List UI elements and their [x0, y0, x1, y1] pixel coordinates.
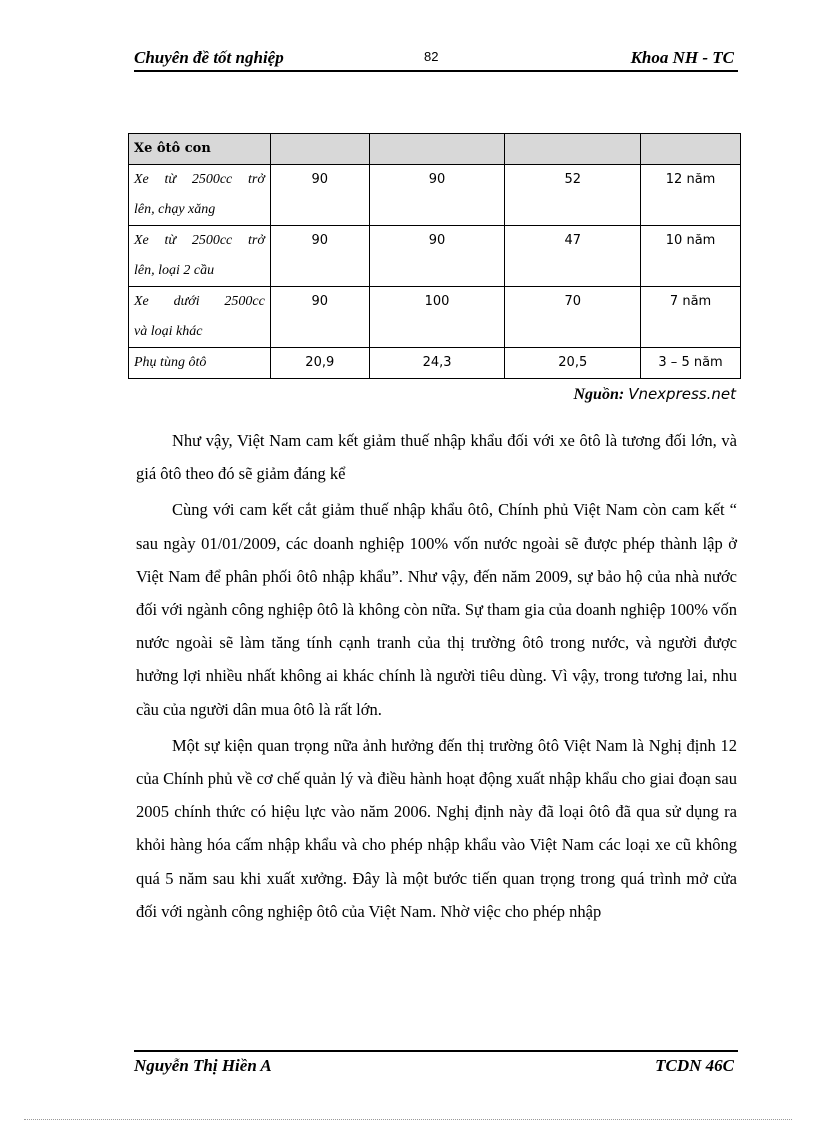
body-text [136, 424, 737, 931]
cell-value-2: 100 [369, 287, 505, 348]
cell-value-2: 24,3 [369, 348, 505, 379]
cell-value-3: 52 [505, 165, 641, 226]
row-name-word: Xe [134, 172, 149, 187]
table-row [129, 226, 741, 287]
cell-value-4: 12 năm [641, 165, 741, 226]
row-name-word: 2500cc [191, 172, 233, 187]
table-header-cell [270, 134, 369, 165]
table-header-cell [369, 134, 505, 165]
cell-value-4: 10 năm [641, 226, 741, 287]
row-name-word: Xe [134, 294, 149, 309]
table-header-row [129, 134, 741, 165]
row-name [129, 165, 271, 226]
cell-value-2: 90 [369, 226, 505, 287]
cell-value-4: 3 – 5 năm [641, 348, 741, 379]
row-name [129, 226, 271, 287]
cell-value-3: 70 [505, 287, 641, 348]
page-header [134, 48, 738, 72]
row-name-word: từ [164, 172, 177, 187]
row-name-line2: và loại khác [134, 324, 203, 339]
row-name-line2: lên, chạy xăng [134, 202, 216, 217]
page-footer [134, 1050, 738, 1080]
table-header-cell [641, 134, 741, 165]
row-name-word: dưới [173, 294, 200, 309]
source-label: Nguồn: [573, 386, 625, 403]
row-name-line2: lên, loại 2 cầu [134, 263, 215, 278]
cell-value-1: 90 [270, 287, 369, 348]
page-number: 82 [424, 49, 439, 64]
table-row [129, 348, 741, 379]
row-name-word: trở [248, 233, 265, 248]
tariff-table [128, 133, 741, 379]
header-department: Khoa NH - TC [630, 48, 734, 67]
cell-value-1: 90 [270, 165, 369, 226]
paragraph: Như vậy, Việt Nam cam kết giảm thuế nhập khẩu đối với xe ôtô là tương đối lớn, và giá ôtô theo đó sẽ giảm đáng kể [136, 431, 737, 484]
header-title: Chuyên đề tốt nghiệp [134, 48, 284, 67]
row-name-word: 2500cc [191, 233, 233, 248]
cell-value-3: 20,5 [505, 348, 641, 379]
table-row [129, 165, 741, 226]
page-bottom-divider [24, 1119, 792, 1120]
table-row [129, 287, 741, 348]
row-name-word: 2500cc [224, 294, 265, 309]
row-name-word: Xe [134, 233, 149, 248]
paragraph: Một sự kiện quan trọng nữa ảnh hưởng đến thị trường ôtô Việt Nam là Nghị định 12 của Chính phủ về cơ chế quản lý và điều hành hoạt động xuất nhập khẩu cho giai đoạn sau 2005 chính thức có hiệu lực vào năm 2006. Nghị định này đã loại ôtô đã qua sử dụng ra khỏi hàng hóa cấm nhập khẩu và cho phép nhập khẩu vào Việt Nam các loại xe cũ không quá 5 năm sau khi xuất xưởng. Đây là một bước tiến quan trọng trong quá trình mở cửa đối với ngành công nghiệp ôtô của Việt Nam. Nhờ việc cho phép nhập [136, 735, 737, 921]
table-section-label: Xe ôtô con [129, 134, 271, 165]
paragraph: Cùng với cam kết cắt giảm thuế nhập khẩu ôtô, Chính phủ Việt Nam còn cam kết “ sau ngày 01/01/2009, các doanh nghiệp 100% vốn nước ngoài sẽ được phép thành lập ở Việt Nam để phân phối ôtô nhập khẩu”. Như vậy, đến năm 2009, sự bảo hộ của nhà nước đối với ngành công nghiệp ôtô là không còn nữa. Sự tham gia của doanh nghiệp 100% vốn nước ngoài sẽ làm tăng tính cạnh tranh của thị trường ôtô trong nước, và người được hưởng lợi nhiều nhất không ai khác chính là người tiêu dùng. Vì vậy, trong tương lai, nhu cầu của người dân mua ôtô là rất lớn. [136, 500, 737, 719]
cell-value-1: 90 [270, 226, 369, 287]
source-value: Vnexpress.net [628, 385, 736, 403]
table-header-cell [505, 134, 641, 165]
source-note [460, 385, 736, 404]
footer-author: Nguyễn Thị Hiền A [134, 1056, 272, 1075]
cell-value-4: 7 năm [641, 287, 741, 348]
row-name-word: trở [248, 172, 265, 187]
cell-value-3: 47 [505, 226, 641, 287]
footer-class: TCDN 46C [655, 1056, 734, 1075]
row-name: Phụ tùng ôtô [129, 348, 271, 379]
cell-value-2: 90 [369, 165, 505, 226]
cell-value-1: 20,9 [270, 348, 369, 379]
row-name [129, 287, 271, 348]
row-name-word: từ [164, 233, 177, 248]
